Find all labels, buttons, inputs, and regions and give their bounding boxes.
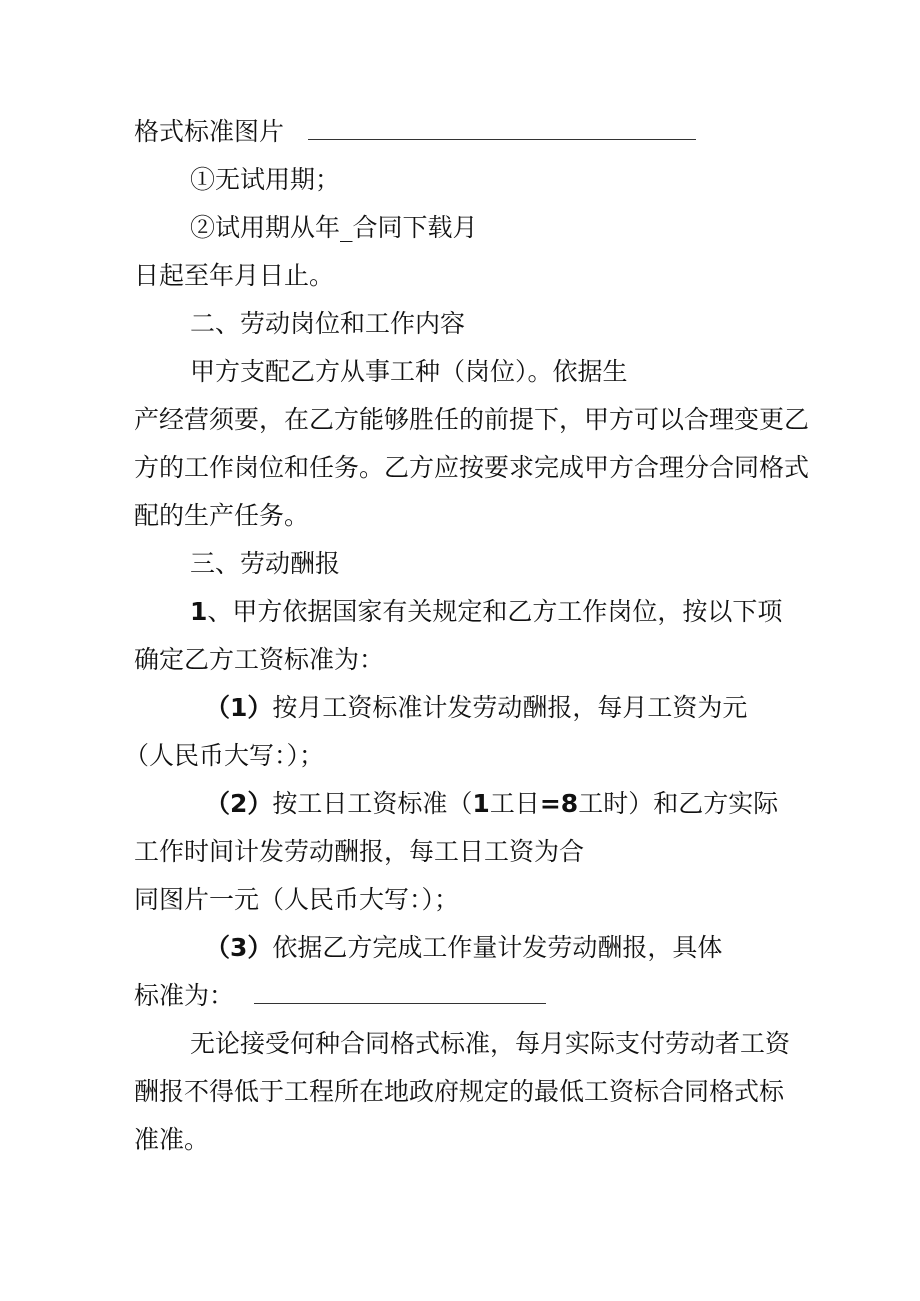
- item-3-line: [205, 931, 722, 965]
- paragraph-line: 同图片一元（人民币大写：）；: [134, 885, 460, 914]
- item-2-line: [205, 787, 778, 821]
- blank-underline: [308, 117, 696, 140]
- paragraph-line: 无论接受何种合同格式标准，每月实际支付劳动者工资: [190, 1029, 791, 1058]
- item-text: 工时）和乙方实际: [578, 789, 779, 818]
- probation-option-1: ①无试用期；: [190, 165, 341, 194]
- item-number: （1）: [205, 693, 273, 722]
- paragraph-line: 酬报不得低于工程所在地政府规定的最低工资标合同格式标: [134, 1077, 785, 1106]
- paragraph-line: （人民币大写：）；: [124, 741, 325, 770]
- item-number: （3）: [205, 933, 273, 962]
- paragraph-line: 方的工作岗位和任务。乙方应按要求完成甲方合理分合同格式: [134, 453, 810, 482]
- clause-number: 1: [190, 597, 208, 626]
- item-text: 依据乙方完成工作量计发劳动酬报，具体: [272, 933, 723, 962]
- item-text: 按工日工资标准（: [272, 789, 473, 818]
- item-text: 工日: [489, 789, 540, 818]
- section-heading-2: 二、劳动岗位和工作内容: [190, 309, 466, 338]
- inline-number: =8: [539, 789, 579, 818]
- paragraph-line: 工作时间计发劳动酬报，每工日工资为合: [134, 837, 585, 866]
- item-text: 按月工资标准计发劳动酬报，每月工资为元: [272, 693, 748, 722]
- paragraph-line: 产经营须要，在乙方能够胜任的前提下，甲方可以合理变更乙: [134, 405, 810, 434]
- standard-line: [134, 979, 546, 1013]
- blank-underline: [254, 981, 546, 1004]
- item-1-line: [205, 691, 747, 725]
- standard-label: 标准为：: [134, 981, 235, 1010]
- probation-option-2: ②试用期从年_合同下载月: [190, 213, 478, 242]
- section-heading-3: 三、劳动酬报: [190, 549, 341, 578]
- clause-text: 、甲方依据国家有关规定和乙方工作岗位，按以下项: [207, 597, 783, 626]
- inline-number: 1: [472, 789, 490, 818]
- paragraph-line: 配的生产任务。: [134, 501, 310, 530]
- paragraph-line: 甲方支配乙方从事工种（岗位）。依据生: [190, 357, 628, 386]
- paragraph-line: 准准。: [134, 1125, 210, 1154]
- paragraph-line: 确定乙方工资标准为：: [134, 645, 385, 674]
- clause-1-line: [190, 595, 782, 629]
- format-standard-label: 格式标准图片: [134, 117, 285, 146]
- item-number: （2）: [205, 789, 273, 818]
- format-standard-line: [134, 115, 696, 149]
- probation-dates: 日起至年月日止。: [134, 261, 335, 290]
